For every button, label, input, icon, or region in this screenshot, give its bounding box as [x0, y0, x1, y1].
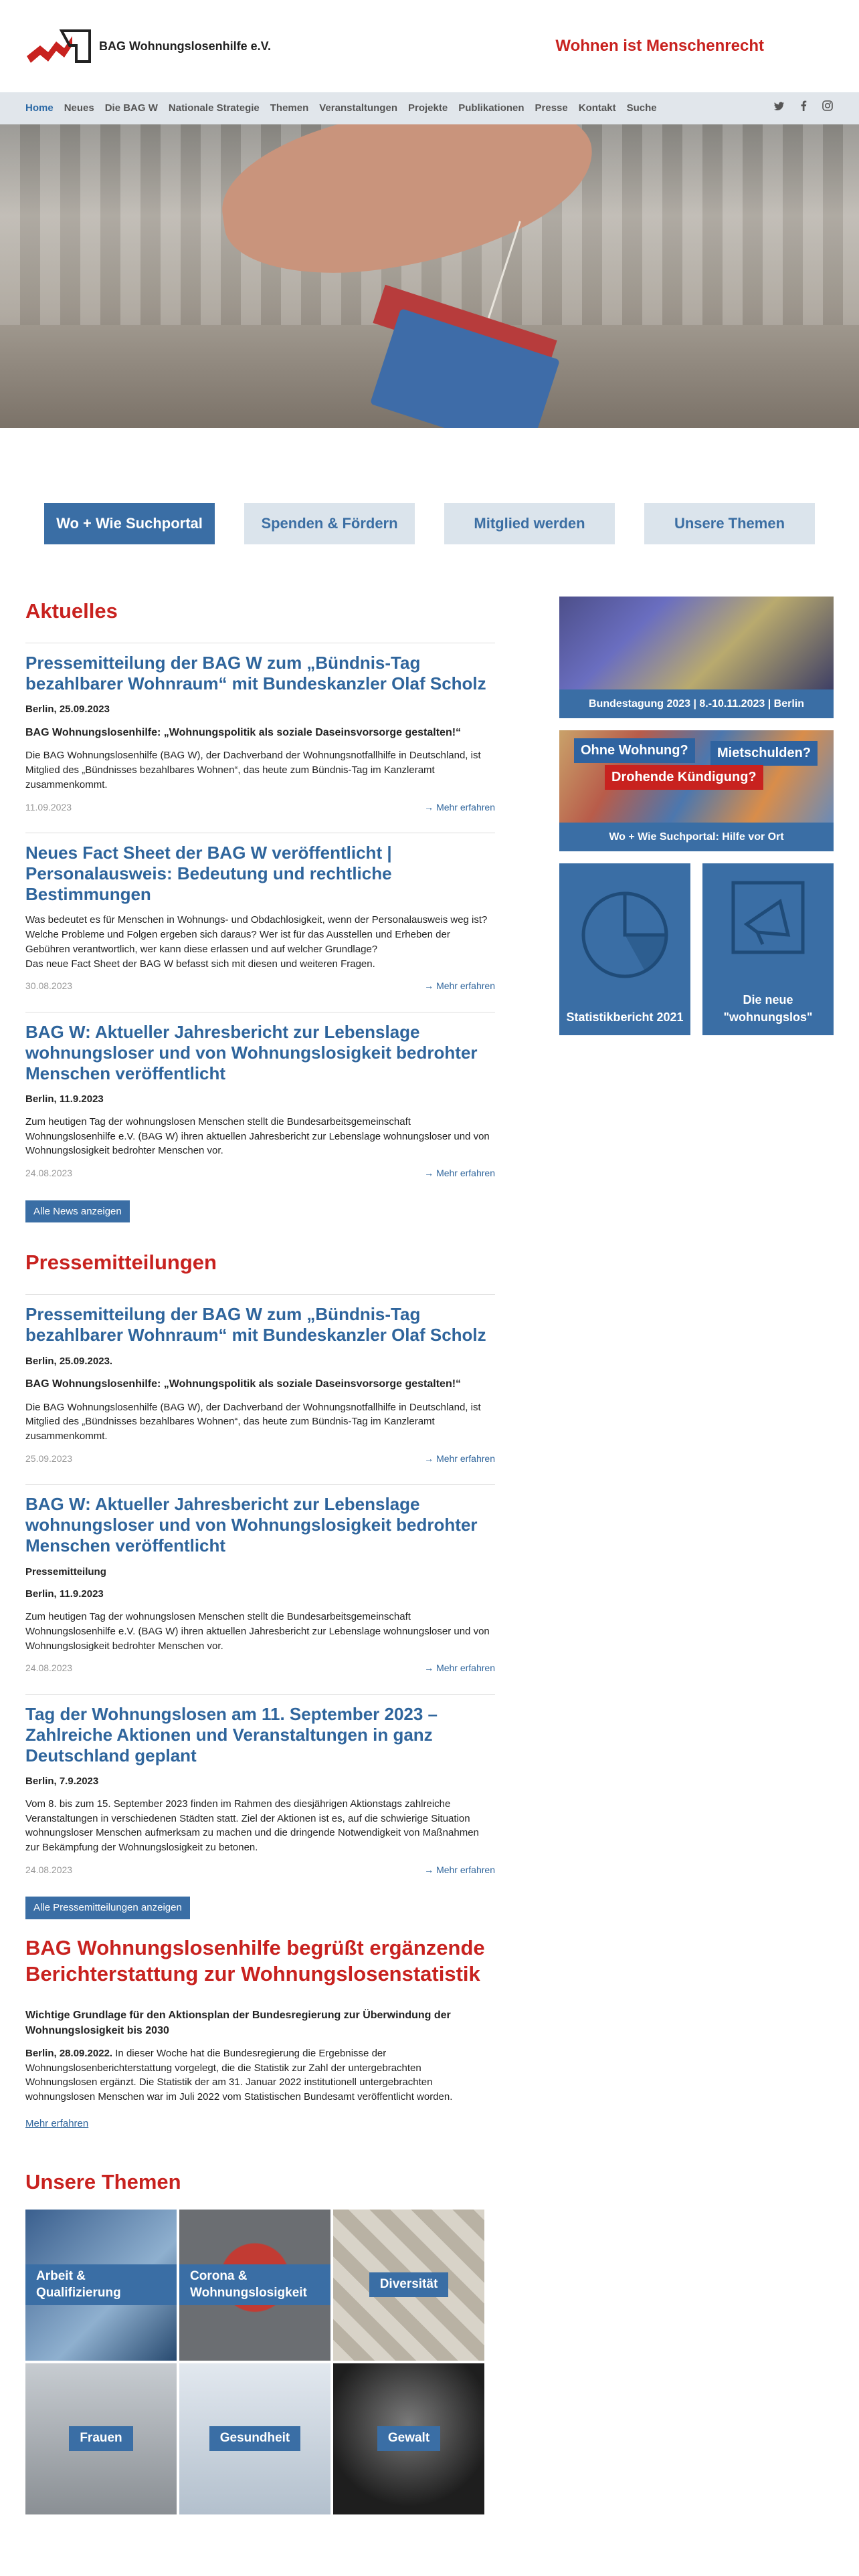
bubble-ohne-wohnung: Ohne Wohnung? — [574, 738, 695, 763]
feature-headline[interactable]: BAG Wohnungslosenhilfe begrüßt ergänzende Berichterstattung zur Wohnungslosenstatistik — [25, 1936, 485, 1985]
news-headline[interactable]: BAG W: Aktueller Jahresbericht zur Lebenslage wohnungsloser und von Wohnungslosigkeit bedrohter Menschen veröffentlicht — [25, 1021, 478, 1084]
theme-arbeit[interactable] — [25, 2210, 177, 2361]
logo[interactable] — [25, 25, 271, 67]
arrow-right-icon: → — [424, 1453, 437, 1464]
press-headline[interactable]: BAG W: Aktueller Jahresbericht zur Lebenslage wohnungsloser und von Wohnungslosigkeit bedrohter Menschen veröffentlicht — [25, 1494, 478, 1556]
news-date: 30.08.2023 — [25, 980, 73, 992]
theme-label: Gesundheit — [209, 2426, 301, 2451]
news-text: Zum heutigen Tag der wohnungslosen Menschen stellt die Bundesarbeitsgemeinschaft Wohnungslosenhilfe e.V. (BAG W) ihren aktuellen Jahresbericht zur Lebenslage wohnungsloser und von Wohnungslosigkeit bedrohter Menschen vor. — [25, 1115, 490, 1157]
news-more-link[interactable] — [424, 1166, 495, 1180]
quick-link-suchportal[interactable]: Wo + Wie Suchportal — [44, 503, 215, 544]
theme-label: Frauen — [69, 2426, 132, 2451]
press-item — [25, 1484, 495, 1694]
hero-image — [0, 124, 859, 428]
twitter-icon[interactable] — [773, 100, 785, 116]
press-text: Vom 8. bis zum 15. September 2023 finden im Rahmen des diesjährigen Aktionstags zahlreiche Veranstaltungen in verschiedenen Städten statt. Ziel der Aktionen ist es, auf die schwierige Situation wohnungsloser Menschen aufmerksam zu machen und die dringende Notwendigkeit von Maßnahmen zur Bekämpfung der Wohnungslosigkeit zu betonen. — [25, 1798, 479, 1854]
arrow-right-icon: → — [424, 1864, 437, 1875]
news-headline[interactable]: Neues Fact Sheet der BAG W veröffentlicht | Personalausweis: Bedeutung und rechtliche Bestimmungen — [25, 842, 392, 905]
nav-kontakt[interactable]: Kontakt — [578, 102, 616, 114]
news-text: Die BAG Wohnungslosenhilfe (BAG W), der Dachverband der Wohnungsnotfallhilfe in Deutschland, ist Mitglied des „Bündnisses bezahlbares Wohnen“, das heute zum Bündnis-Tag im Kanzleramt zusammenkommt. — [25, 750, 481, 790]
press-title: Pressemitteilungen — [25, 1251, 217, 1275]
nav-themen[interactable]: Themen — [270, 102, 309, 114]
instagram-icon[interactable] — [822, 100, 834, 116]
bundestagung-image — [559, 597, 834, 689]
themes-grid — [25, 2210, 834, 2514]
tagline: Wohnen ist Menschenrecht — [555, 36, 764, 55]
sidebar-card-label: Wo + Wie Suchportal: Hilfe vor Ort — [559, 823, 834, 851]
press-item — [25, 1294, 495, 1484]
news-lead: BAG Wohnungslosenhilfe: „Wohnungspolitik als soziale Daseinsvorsorge gestalten!“ — [25, 727, 462, 739]
sidebar — [559, 597, 834, 2131]
nav-suche[interactable]: Suche — [626, 102, 657, 114]
nav-nationale-strategie[interactable]: Nationale Strategie — [168, 102, 260, 114]
facebook-icon[interactable] — [797, 100, 809, 116]
news-meta — [25, 800, 495, 814]
news-more-label: Mehr erfahren — [436, 980, 495, 992]
press-headline[interactable]: Pressemitteilung der BAG W zum „Bündnis-Tag bezahlbarer Wohnraum“ mit Bundeskanzler Olaf Scholz — [25, 1304, 486, 1346]
news-place-date: Berlin, 25.09.2023 — [25, 704, 110, 716]
press-place-date: Berlin, 7.9.2023 — [25, 1776, 99, 1788]
news-item — [25, 643, 495, 833]
quick-links — [0, 503, 859, 544]
news-place-date: Berlin, 11.9.2023 — [25, 1093, 104, 1105]
theme-label: Arbeit & Qualifizierung — [25, 2264, 177, 2305]
press-place-date: Berlin, 11.9.2023 — [25, 1588, 104, 1600]
nav-veranstaltungen[interactable]: Veranstaltungen — [319, 102, 397, 114]
feature-more-link[interactable]: Mehr erfahren — [25, 2117, 89, 2129]
theme-label: Diversität — [369, 2272, 449, 2297]
nav-items — [25, 101, 657, 116]
sidebar-card-bundestagung[interactable] — [559, 597, 834, 718]
press-more-link[interactable] — [424, 1661, 495, 1675]
feature-place-date: Berlin, 28.09.2022. — [25, 2047, 113, 2059]
all-news-button[interactable]: Alle News anzeigen — [25, 1200, 130, 1223]
logo-text: BAG Wohnungslosenhilfe e.V. — [99, 39, 272, 53]
news-more-label: Mehr erfahren — [436, 1168, 495, 1179]
news-title: Aktuelles — [25, 599, 118, 623]
theme-gewalt[interactable] — [333, 2363, 484, 2514]
press-more-link[interactable] — [424, 1452, 495, 1465]
site-header — [0, 0, 859, 124]
theme-label: Corona & Wohnungslosigkeit — [179, 2264, 330, 2305]
logo-icon — [25, 25, 92, 67]
header-top — [0, 0, 859, 92]
nav-home[interactable]: Home — [25, 102, 54, 114]
feature-article — [25, 1935, 495, 2131]
news-item — [25, 1012, 495, 1199]
bubble-kuendigung: Drohende Kündigung? — [605, 765, 763, 790]
press-date: 24.08.2023 — [25, 1864, 73, 1875]
news-text: Was bedeutet es für Menschen in Wohnungs- und Obdachlosigkeit, wenn der Personalausweis weg ist? Welche Probleme und Folgen ergeben sich daraus? Wer ist für das Ausstellen und Erheben der Gebühren verantwortlich, wer kann diese erlassen und auf welcher Grundlage? — [25, 914, 488, 955]
press-text: Die BAG Wohnungslosenhilfe (BAG W), der Dachverband der Wohnungsnotfallhilfe in Deutschland, ist Mitglied des „Bündnisses bezahlbares Wohnen“, das heute zum Bündnis-Tag im Kanzleramt zusammenkommt. — [25, 1401, 481, 1442]
quick-link-spenden[interactable]: Spenden & Fördern — [244, 503, 415, 544]
press-more-label: Mehr erfahren — [436, 1453, 495, 1464]
tile-wohnungslos-magazin[interactable] — [702, 863, 834, 1035]
social-links — [773, 100, 834, 116]
suchportal-image — [559, 730, 834, 823]
news-text-2: Das neue Fact Sheet der BAG W befasst sich mit diesen und weiteren Fragen. — [25, 958, 375, 970]
news-headline[interactable]: Pressemitteilung der BAG W zum „Bündnis-Tag bezahlbarer Wohnraum“ mit Bundeskanzler Olaf Scholz — [25, 652, 486, 694]
arrow-right-icon: → — [424, 980, 437, 992]
press-more-link[interactable] — [424, 1863, 495, 1876]
press-more-label: Mehr erfahren — [436, 1864, 495, 1875]
main-column — [25, 597, 495, 2131]
megaphone-icon — [721, 871, 815, 964]
sidebar-card-suchportal[interactable] — [559, 730, 834, 851]
press-lead: BAG Wohnungslosenhilfe: „Wohnungspolitik als soziale Daseinsvorsorge gestalten!“ — [25, 1378, 462, 1390]
news-meta — [25, 979, 495, 992]
news-item — [25, 833, 495, 1012]
feature-body — [25, 2046, 495, 2105]
tile-label: Die neue "wohnungslos" — [723, 993, 813, 1025]
press-more-label: Mehr erfahren — [436, 1662, 495, 1674]
press-headline[interactable]: Tag der Wohnungslosen am 11. September 2023 – Zahlreiche Aktionen und Veranstaltungen in ganz Deutschland geplant — [25, 1703, 438, 1766]
bubble-mietschulden: Mietschulden? — [710, 741, 818, 766]
press-meta — [25, 1863, 495, 1876]
theme-diversitaet[interactable] — [333, 2210, 484, 2361]
arrow-right-icon: → — [424, 801, 437, 813]
nav-presse[interactable]: Presse — [535, 102, 568, 114]
press-section — [25, 1248, 495, 1919]
theme-gesundheit[interactable] — [179, 2363, 330, 2514]
nav-projekte[interactable]: Projekte — [407, 102, 448, 114]
news-meta — [25, 1166, 495, 1180]
sidebar-tiles — [559, 863, 834, 1035]
nav-die-bag-w[interactable]: Die BAG W — [104, 102, 158, 114]
themes-section — [0, 2167, 859, 2514]
pie-chart-icon — [578, 888, 672, 982]
quick-link-mitglied[interactable]: Mitglied werden — [444, 503, 615, 544]
news-section — [25, 597, 495, 1222]
press-text: Zum heutigen Tag der wohnungslosen Menschen stellt die Bundesarbeitsgemeinschaft Wohnungslosenhilfe e.V. (BAG W) ihren aktuellen Jahresbericht zur Lebenslage wohnungsloser und von Wohnungslosigkeit bedrohter Menschen vor. — [25, 1611, 490, 1652]
feature-lead: Wichtige Grundlage für den Aktionsplan der Bundesregierung zur Überwindung der Wohnungslosigkeit bis 2030 — [25, 2009, 451, 2036]
press-date: 25.09.2023 — [25, 1453, 73, 1464]
press-kind: Pressemitteilung — [25, 1566, 106, 1578]
content-columns — [0, 597, 859, 2131]
news-more-label: Mehr erfahren — [436, 801, 495, 813]
theme-label: Gewalt — [377, 2426, 440, 2451]
themes-title: Unsere Themen — [25, 2169, 181, 2193]
theme-corona[interactable] — [179, 2210, 330, 2361]
news-more-link[interactable] — [424, 979, 495, 992]
news-date: 24.08.2023 — [25, 1168, 73, 1179]
arrow-right-icon: → — [424, 1168, 437, 1179]
press-place-date: Berlin, 25.09.2023. — [25, 1355, 113, 1367]
news-date: 11.09.2023 — [25, 801, 72, 813]
nav-neues[interactable]: Neues — [64, 102, 94, 114]
theme-frauen[interactable] — [25, 2363, 177, 2514]
press-item — [25, 1694, 495, 1896]
tile-statistikbericht[interactable] — [559, 863, 690, 1035]
arrow-right-icon: → — [424, 1662, 437, 1674]
all-press-button[interactable]: Alle Pressemitteilungen anzeigen — [25, 1897, 190, 1919]
tile-label: Statistikbericht 2021 — [566, 1010, 684, 1025]
press-meta — [25, 1661, 495, 1675]
quick-link-themen[interactable]: Unsere Themen — [644, 503, 815, 544]
press-meta — [25, 1452, 495, 1465]
sidebar-card-label: Bundestagung 2023 | 8.-10.11.2023 | Berlin — [559, 689, 834, 718]
feature-text: In dieser Woche hat die Bundesregierung die Ergebnisse der Wohnungslosenberichterstattung vorgelegt, die die Statistik zur Zahl der untergebrachten Wohnungslosen ergänzt. Die Statistik der am 31. Januar 2022 institutionell untergebrachten wohnungslosen Menschen war im Juli 2022 vom Statistischen Bundesamt veröffentlicht worden. — [25, 2047, 453, 2103]
nav-publikationen[interactable]: Publikationen — [458, 102, 524, 114]
press-date: 24.08.2023 — [25, 1662, 73, 1674]
news-more-link[interactable] — [424, 800, 495, 814]
main-nav — [0, 92, 859, 124]
